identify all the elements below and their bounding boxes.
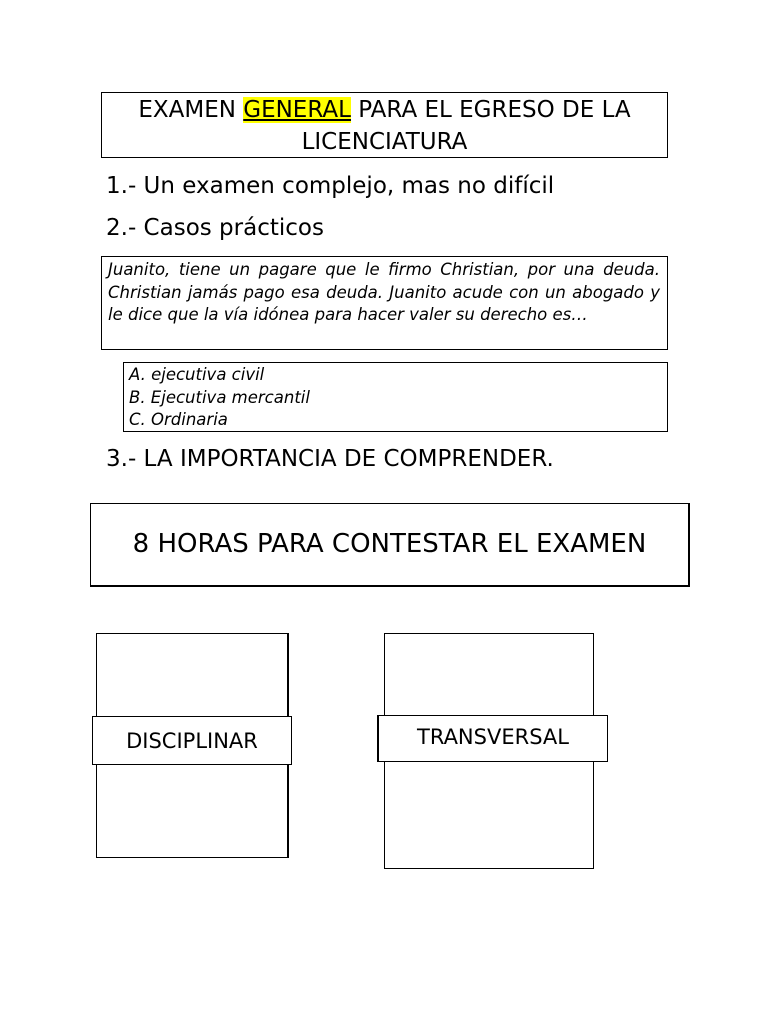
- transversal-label: TRANSVERSAL: [377, 715, 608, 762]
- title-highlight-general: GENERAL: [243, 97, 351, 123]
- list-item-practical-cases: 2.- Casos prácticos: [106, 215, 324, 241]
- title-text-after: PARA EL EGRESO DE LA LICENCIATURA: [301, 97, 631, 155]
- option-c: C. Ordinaria: [129, 410, 228, 430]
- exam-title: [101, 92, 668, 158]
- list-item-complex-exam: 1.- Un examen complejo, mas no difícil: [106, 173, 555, 199]
- list-item-importance: 3.- LA IMPORTANCIA DE COMPRENDER.: [106, 446, 554, 472]
- option-b: B. Ejecutiva mercantil: [129, 387, 310, 407]
- answer-options: [123, 362, 668, 432]
- case-study-text: Juanito, tiene un pagare que le firmo Christian, por una deuda. Christian jamás pago esa deuda. Juanito acude con un abogado y le dice que la vía idónea para hacer valer su derecho es…: [101, 256, 668, 350]
- disciplinar-label: DISCIPLINAR: [92, 716, 292, 765]
- option-a: A. ejecutiva civil: [129, 365, 265, 384]
- title-text-before: EXAMEN: [138, 97, 244, 123]
- hours-note: 8 HORAS PARA CONTESTAR EL EXAMEN: [90, 503, 690, 587]
